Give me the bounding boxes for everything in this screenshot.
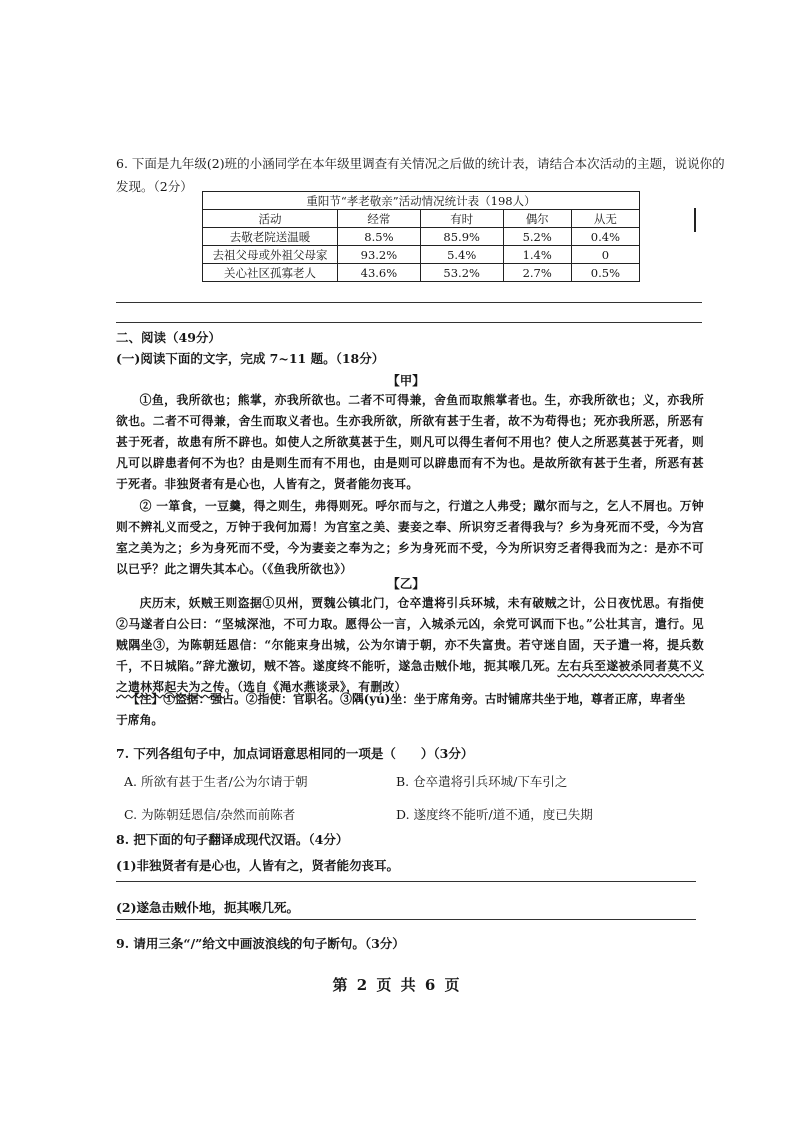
q7-option-b: B. 仓卒遣将引兵环城/下车引之 <box>396 774 568 789</box>
passage-yi-text: 庆历末，妖贼王则盗据①贝州，贾魏公镇北门，仓卒遣将引兵环城，未有破贼之计，公日夜忧思。有指使②马遂者白公曰：“坚城深池，不可力取。愿得公一言，入城杀元凶，余党可讽而下也。”公壮其言，遣行。见贼隅坐③，为陈朝廷恩信：“尔能束身出城，公为尔请于朝，亦不失富贵。若守迷自固，天子遣一将，提兵数千，不日城陷。”辞尤激切，贼不答。遂度终不能听，遂急击贼仆地，扼其喉几死。 <box>116 596 704 673</box>
passage-yi-paragraph <box>116 593 704 698</box>
wavy-underlined-sentence: 左右兵至遂被杀同者莫不义之遗林郑起夫为之传 <box>116 659 704 694</box>
table-cell: 0.5% <box>571 264 639 282</box>
passage-jia-paragraph-1: ①鱼，我所欲也；熊掌，亦我所欲也。二者不可得兼，舍鱼而取熊掌者也。生，亦我所欲也；义，亦我所欲也。二者不可得兼，舍生而取义者也。生亦我所欲，所欲有甚于生者，故不为苟得也；死亦我所恶，所恶有甚于死者，故患有所不辟也。如使人之所欲莫甚于生，则凡可以得生者何不用也？使人之所恶莫甚于死者，则凡可以辟患者何不为也？由是则生而有不用也，由是则可以辟患而有不为也。是故所欲有甚于生者，所恶有甚于死者。非独贤者有是心也，人皆有之，贤者能勿丧耳。 <box>116 393 704 491</box>
answer-line <box>116 881 696 882</box>
passage-jia-label: 【甲】 <box>387 373 425 388</box>
section-2-sub-1: (一)阅读下面的文字，完成 7~11 题。（18分） <box>116 351 385 366</box>
table-header: 从无 <box>571 210 639 228</box>
passage-jia-paragraph-2: ② 一箪食，一豆羹，得之则生，弗得则死。呼尔而与之，行道之人弗受；蹴尔而与之，乞人不屑也。万钟则不辨礼义而受之，万钟于我何加焉！为宫室之美、妻妾之奉、所识穷乏者得我与？乡为身死而不受，今为宫室之美为之；乡为身死而不受，今为妻妾之奉为之；乡为身死而不受，今为所识穷乏者得我而为之：是亦不可以已乎？此之谓失其本心。（《鱼我所欲也》） <box>116 499 704 576</box>
question-6: 6. 下面是九年级(2)班的小涵同学在本年级里调查有关情况之后做的统计表，请结合本次活动的主题，说说你的发现。（2分） <box>116 156 725 194</box>
table-cell: 5.4% <box>420 246 503 264</box>
table-cell: 43.6% <box>338 264 421 282</box>
q7-option-d: D. 遂度终不能听/道不通，度已失期 <box>396 807 593 822</box>
question-7: 7. 下列各组句子中，加点词语意思相同的一项是（ ）（3分） <box>116 746 474 761</box>
q7-option-c: C. 为陈朝廷恩信/杂然而前陈者 <box>124 807 296 822</box>
table-header: 活动 <box>203 210 338 228</box>
question-8: 8. 把下面的句子翻译成现代汉语。（4分） <box>116 832 349 847</box>
table-cell: 93.2% <box>338 246 421 264</box>
answer-line <box>116 322 702 323</box>
question-9: 9. 请用三条“/”给文中画波浪线的句子断句。（3分） <box>116 936 405 951</box>
table-cell: 去敬老院送温暖 <box>203 228 338 246</box>
answer-line <box>116 919 696 920</box>
table-cell: 2.7% <box>503 264 571 282</box>
table-cell: 0.4% <box>571 228 639 246</box>
section-2-title: 二、阅读（49分） <box>116 330 221 345</box>
table-row <box>203 228 640 246</box>
table-header-row <box>203 210 640 228</box>
table-cell: 1.4% <box>503 246 571 264</box>
passage-yi-source: 。（选自《渑水燕谈录》，有删改） <box>224 680 407 694</box>
page-number: 第 2 页 共 6 页 <box>332 976 462 994</box>
statistics-table <box>202 191 640 282</box>
table-title: 重阳节“孝老敬亲”活动情况统计表（198人） <box>203 192 640 210</box>
q8-sentence-2: (2)遂急击贼仆地，扼其喉几死。 <box>116 900 300 915</box>
table-cell: 0 <box>571 246 639 264</box>
table-cell: 去祖父母或外祖父母家 <box>203 246 338 264</box>
table-header: 经常 <box>338 210 421 228</box>
table-row <box>203 264 640 282</box>
table-header: 偶尔 <box>503 210 571 228</box>
q8-sentence-1: (1)非独贤者有是心也，人皆有之，贤者能勿丧耳。 <box>116 858 400 873</box>
answer-line <box>116 302 702 303</box>
table-header: 有时 <box>420 210 503 228</box>
table-cell: 53.2% <box>420 264 503 282</box>
table-cell: 5.2% <box>503 228 571 246</box>
passage-yi-note: 【注】①盗据：强占。②指使：官职名。③隅(yú)坐：坐于席角旁。古时铺席共坐于地，尊者正席，卑者坐于席角。 <box>116 692 686 727</box>
table-cell: 85.9% <box>420 228 503 246</box>
table-cell: 关心社区孤寡老人 <box>203 264 338 282</box>
table-row <box>203 246 640 264</box>
table-cell: 8.5% <box>338 228 421 246</box>
pen-mark <box>694 208 696 232</box>
passage-yi-label: 【乙】 <box>387 576 425 591</box>
q7-option-a: A. 所欲有甚于生者/公为尔请于朝 <box>124 774 308 789</box>
